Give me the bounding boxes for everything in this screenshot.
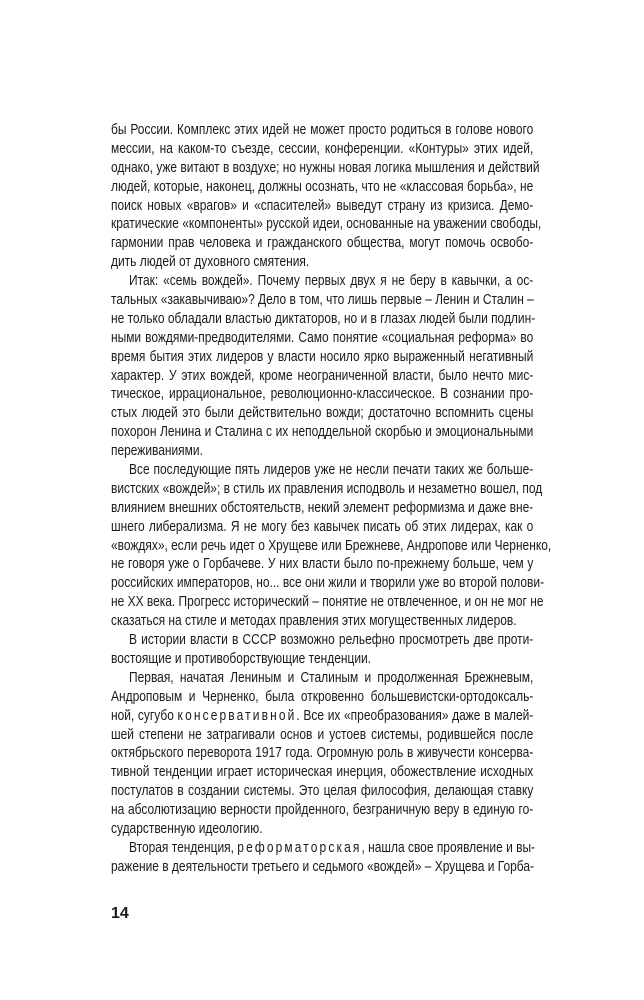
text-line: влиянием внешних обстоятельств, некий элемент реформизма и даже вне- bbox=[111, 499, 534, 516]
text-line: однако, уже витают в воздухе; но нужны новая логика мышления и действий bbox=[111, 159, 540, 176]
text-line: тическое, иррациональное, революционно-классическое. В сознании про- bbox=[111, 386, 534, 403]
text-line: не говоря уже о Горбачеве. У них власти было по-прежнему больше, чем у bbox=[111, 556, 534, 573]
text-segment: Вторая тенденция, bbox=[129, 839, 238, 856]
text-line: «вождях», если речь идет о Хрущеве или Брежневе, Андропове или Черненко, bbox=[111, 537, 552, 554]
text-line: сударственную идеологию. bbox=[111, 820, 263, 837]
text-line: людей, которые, наконец, должны осознать, что не «классовая борьба», не bbox=[111, 178, 534, 195]
text-line: постулатов в создании системы. Это целая философия, делающая ставку bbox=[111, 783, 534, 800]
text-line: сказаться на стиле и методах правления этих могущественных лидеров. bbox=[111, 613, 517, 630]
text-line: тивной тенденции играет историческая инерция, обожествление исходных bbox=[111, 764, 534, 781]
page-body-text bbox=[111, 121, 552, 877]
text-line: время бытия этих лидеров у власти носило ярко выраженный негативный bbox=[111, 348, 534, 365]
text-line bbox=[111, 839, 536, 858]
spaced-emphasis: консервативной bbox=[177, 707, 297, 724]
text-segment: ной, сугубо bbox=[111, 707, 178, 724]
text-line: вистских «вождей»; в стиль их правления исподволь и незаметно вошел, под bbox=[111, 480, 543, 497]
text-line: Андроповым и Черненко, была откровенно большевистски-ортодоксаль- bbox=[111, 688, 534, 705]
text-line: октябрьского переворота 1917 года. Огромную роль в живучести консерва- bbox=[111, 745, 534, 762]
text-line: характер. У этих вождей, кроме неограниченной власти, было нечто мис- bbox=[111, 367, 534, 384]
text-line: переживаниями. bbox=[111, 443, 203, 460]
text-line: В истории власти в СССР возможно рельефно просмотреть две проти- bbox=[129, 632, 534, 649]
text-line: российских императоров, но... все они жили и творили уже во второй полови- bbox=[111, 575, 545, 592]
text-line: дить людей от духовного смятения. bbox=[111, 254, 310, 271]
text-line: стых людей это были действительно вожди; достаточно вспомнить сцены bbox=[111, 405, 534, 422]
text-line: востоящие и противоборствующие тенденции. bbox=[111, 650, 372, 667]
text-line: Первая, начатая Лениным и Сталиным и продолженная Брежневым, bbox=[129, 669, 534, 686]
text-line: тальных «закавычиваю»? Дело в том, что лишь первые – Ленин и Сталин – bbox=[111, 292, 534, 309]
text-segment: . Все их «преобразования» даже в малей- bbox=[296, 707, 534, 724]
text-line: не XX века. Прогресс исторический – понятие не отвлеченное, и он не мог не bbox=[111, 594, 544, 611]
text-segment: , нашла свое проявление и вы- bbox=[361, 839, 536, 856]
text-line: кратические «компоненты» русской идеи, основанные на уважении свободы, bbox=[111, 216, 542, 233]
text-line: ражение в деятельности третьего и седьмого «вождей» – Хрущева и Горба- bbox=[111, 858, 534, 875]
page-number: 14 bbox=[111, 905, 129, 922]
text-line: Итак: «семь вождей». Почему первых двух я не беру в кавычки, а ос- bbox=[129, 273, 534, 290]
text-line: на абсолютизацию верности пройденного, безграничную веру в единую го- bbox=[111, 802, 534, 819]
text-line: бы России. Комплекс этих идей не может просто родиться в голове нового bbox=[111, 122, 534, 138]
text-line: не только обладали властью диктаторов, но и в глазах людей были подлин- bbox=[111, 310, 536, 327]
text-line: ными вождями-предводителями. Само понятие «социальная реформа» во bbox=[111, 329, 534, 346]
text-line: Все последующие пять лидеров уже не несли печати таких же больше- bbox=[129, 462, 534, 479]
text-line: шей степени не затрагивали основ и устоев системы, родившейся после bbox=[111, 726, 534, 743]
spaced-emphasis: реформаторская bbox=[237, 839, 362, 856]
text-line bbox=[111, 707, 533, 726]
text-line: гармонии прав человека и гражданского общества, могут помочь освобо- bbox=[111, 235, 534, 252]
text-line: мессии, на каком-то съезде, сессии, конференции. «Контуры» этих идей, bbox=[111, 140, 534, 157]
text-line: похорон Ленина и Сталина с их неподдельной скорбью и эмоциональными bbox=[111, 424, 534, 441]
text-line: шнего либерализма. Я не могу без кавычек писать об этих лидерах, как о bbox=[111, 518, 534, 535]
text-line: поиск новых «врагов» и «спасителей» выведут страну из кризиса. Демо- bbox=[111, 197, 534, 214]
